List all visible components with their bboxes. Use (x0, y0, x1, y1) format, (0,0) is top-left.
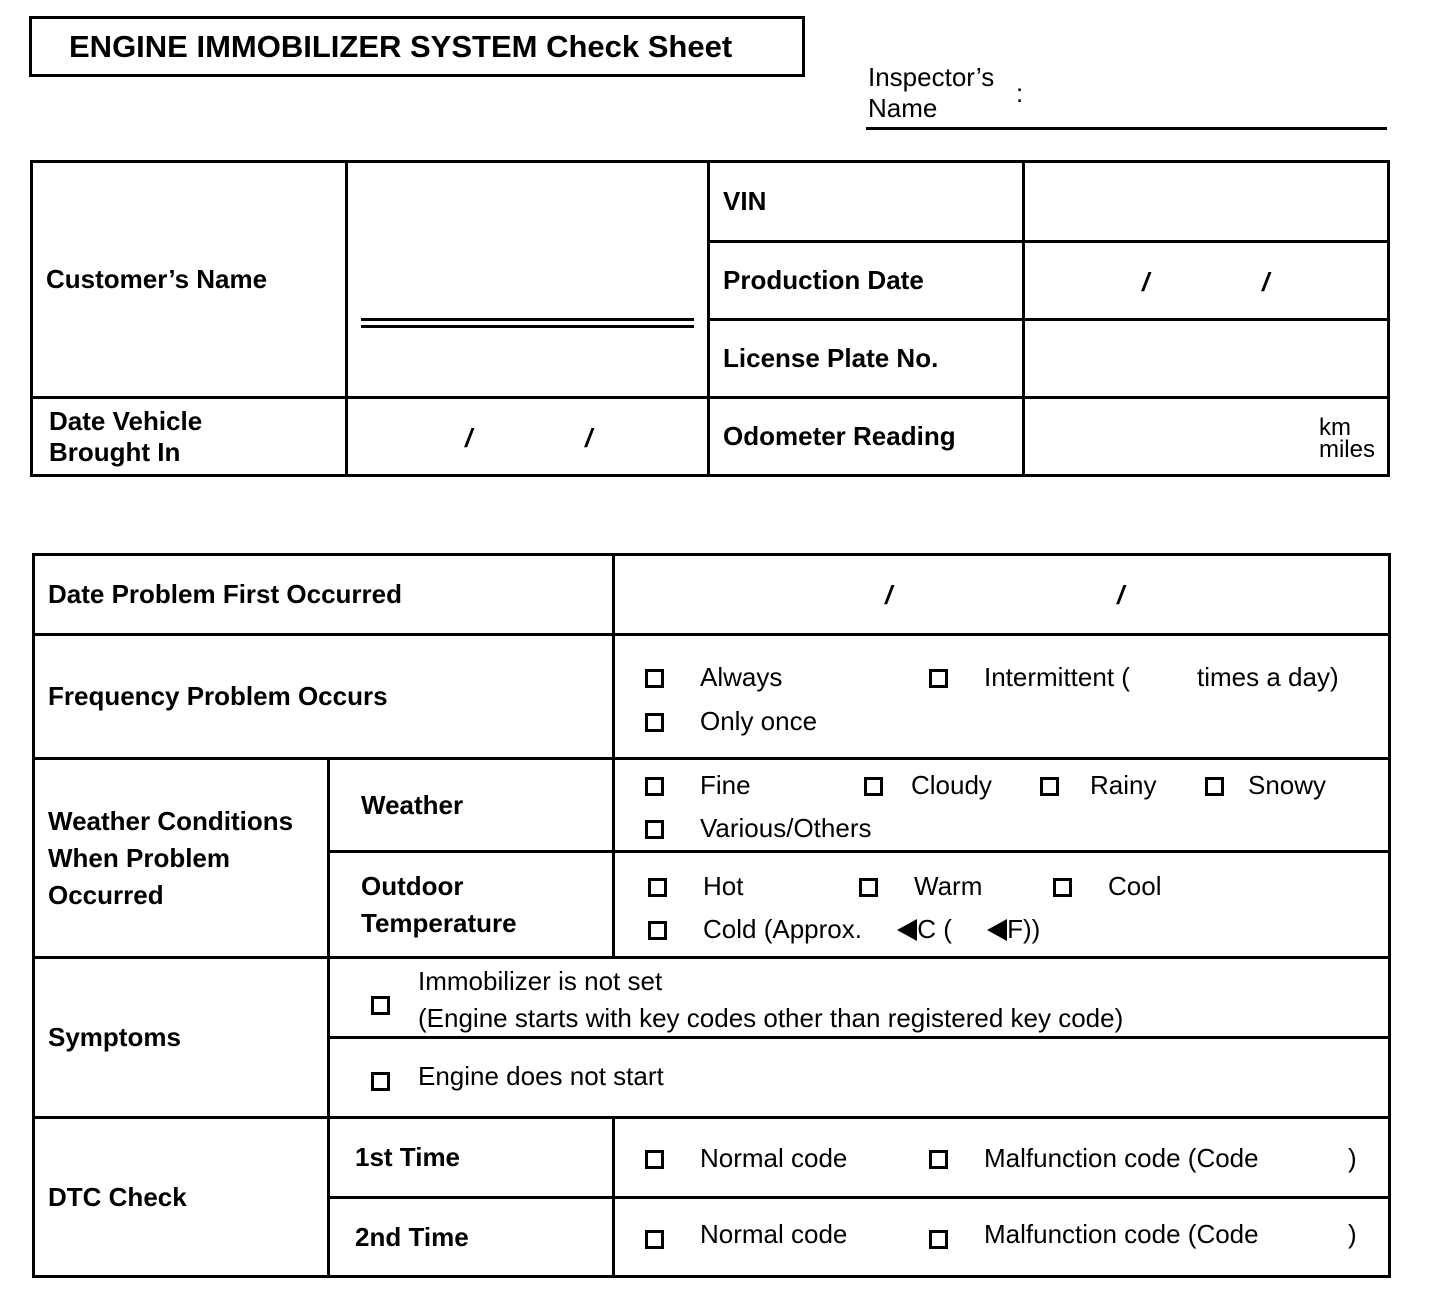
dtc-first-label: 1st Time (355, 1142, 461, 1172)
always-checkbox[interactable] (645, 669, 664, 688)
dtc-second-options-cell: Normal code Malfunction code (Code ) (614, 1198, 1390, 1277)
only-once-checkbox[interactable] (645, 713, 664, 732)
date-first-occurred-field[interactable] (614, 555, 1390, 635)
odometer-label-cell (709, 398, 1024, 476)
license-plate-field[interactable] (1024, 320, 1389, 398)
close-paren: ) (1348, 1219, 1357, 1249)
date-first-occurred-label: Date Problem First Occurred (48, 579, 402, 609)
rainy-checkbox[interactable] (1040, 777, 1059, 796)
weather-conditions-label: Weather Conditions When Problem Occurred (48, 805, 294, 910)
engine-does-not-start-checkbox[interactable] (371, 1072, 390, 1091)
weather-label: Weather (361, 789, 464, 820)
intermittent-checkbox[interactable] (929, 669, 948, 688)
close-paren: ) (1348, 1143, 1357, 1173)
production-date-label: Production Date (723, 265, 924, 295)
frequency-options-cell: Always Intermittent ( times a day) Only once (614, 635, 1390, 759)
inspector-colon: : (1016, 78, 1024, 108)
degree-arrow-icon (897, 919, 917, 941)
odometer-label: Odometer Reading (723, 421, 956, 451)
date-brought-in-field[interactable] (347, 398, 709, 476)
date-separator: / (585, 423, 593, 453)
date-brought-in-label: Date Vehicle Brought In (49, 405, 203, 467)
weather-label-cell (329, 759, 614, 852)
date-separator: / (1142, 267, 1150, 297)
dtc-second-label: 2nd Time (355, 1221, 469, 1252)
date-separator: / (465, 423, 473, 453)
fine-checkbox[interactable] (645, 777, 664, 796)
date-brought-in-label-cell (32, 398, 347, 476)
hot-checkbox[interactable] (648, 878, 667, 897)
problem-table (32, 553, 1391, 1278)
weather-conditions-label-cell (34, 759, 329, 958)
inspector-name-field[interactable] (866, 127, 1387, 130)
frequency-label: Frequency Problem Occurs (48, 681, 388, 711)
production-date-label-cell (709, 242, 1024, 320)
date-separator: / (1262, 267, 1270, 297)
outdoor-temp-label: Outdoor Temperature (361, 870, 517, 938)
production-date-field[interactable] (1024, 242, 1389, 320)
dtc-first-label-cell (329, 1118, 614, 1198)
dtc-second-normal-checkbox[interactable] (645, 1230, 664, 1249)
temperature-options-cell: Hot Warm Cool Cold (Approx. C ( F)) (614, 852, 1390, 958)
frequency-label-cell (34, 635, 614, 759)
dtc-second-label-cell (329, 1198, 614, 1277)
snowy-checkbox[interactable] (1205, 777, 1224, 796)
customer-name-label-cell (32, 162, 347, 398)
page-title: ENGINE IMMOBILIZER SYSTEM Check Sheet (29, 16, 805, 77)
vin-label: VIN (723, 186, 767, 216)
symptoms-label: Symptoms (48, 1022, 181, 1052)
vehicle-info-table (30, 160, 1390, 477)
symptoms-label-cell (34, 958, 329, 1118)
dtc-check-label-cell (34, 1118, 329, 1277)
immobilizer-not-set-checkbox[interactable] (371, 996, 390, 1015)
times-a-day-label: times a day) (1197, 662, 1339, 692)
various-checkbox[interactable] (645, 820, 664, 839)
vin-label-cell (709, 162, 1024, 242)
outdoor-temp-label-cell (329, 852, 614, 958)
cloudy-checkbox[interactable] (864, 777, 883, 796)
license-plate-label-cell (709, 320, 1024, 398)
cool-checkbox[interactable] (1053, 878, 1072, 897)
odometer-field[interactable] (1024, 398, 1389, 476)
odometer-units: km miles (1318, 414, 1375, 463)
symptom-no-start-cell: Engine does not start (329, 1038, 1390, 1118)
inspector-name-label: Inspector’s Name (868, 62, 995, 123)
dtc-check-label: DTC Check (48, 1181, 187, 1212)
dtc-first-malfunction-checkbox[interactable] (929, 1150, 948, 1169)
symptom-not-set-cell: Immobilizer is not set (Engine starts with key codes other than registered key code) (329, 958, 1390, 1038)
dtc-first-normal-checkbox[interactable] (645, 1150, 664, 1169)
date-separator: / (885, 580, 893, 610)
dtc-first-options-cell: Normal code Malfunction code (Code ) (614, 1118, 1390, 1198)
vin-field[interactable] (1024, 162, 1389, 242)
cold-checkbox[interactable] (648, 921, 667, 940)
warm-checkbox[interactable] (859, 878, 878, 897)
date-separator: / (1117, 580, 1125, 610)
weather-options-cell: Fine Cloudy Rainy Snowy Various/Others (614, 759, 1390, 852)
date-first-occurred-label-cell (34, 555, 614, 635)
cold-label: Cold (Approx. (703, 914, 862, 944)
double-underline (361, 318, 694, 328)
dtc-second-malfunction-checkbox[interactable] (929, 1230, 948, 1249)
customer-name-label: Customer’s Name (46, 264, 268, 294)
customer-name-field[interactable] (347, 162, 709, 398)
license-plate-label: License Plate No. (723, 343, 939, 373)
degree-arrow-icon (987, 919, 1007, 941)
